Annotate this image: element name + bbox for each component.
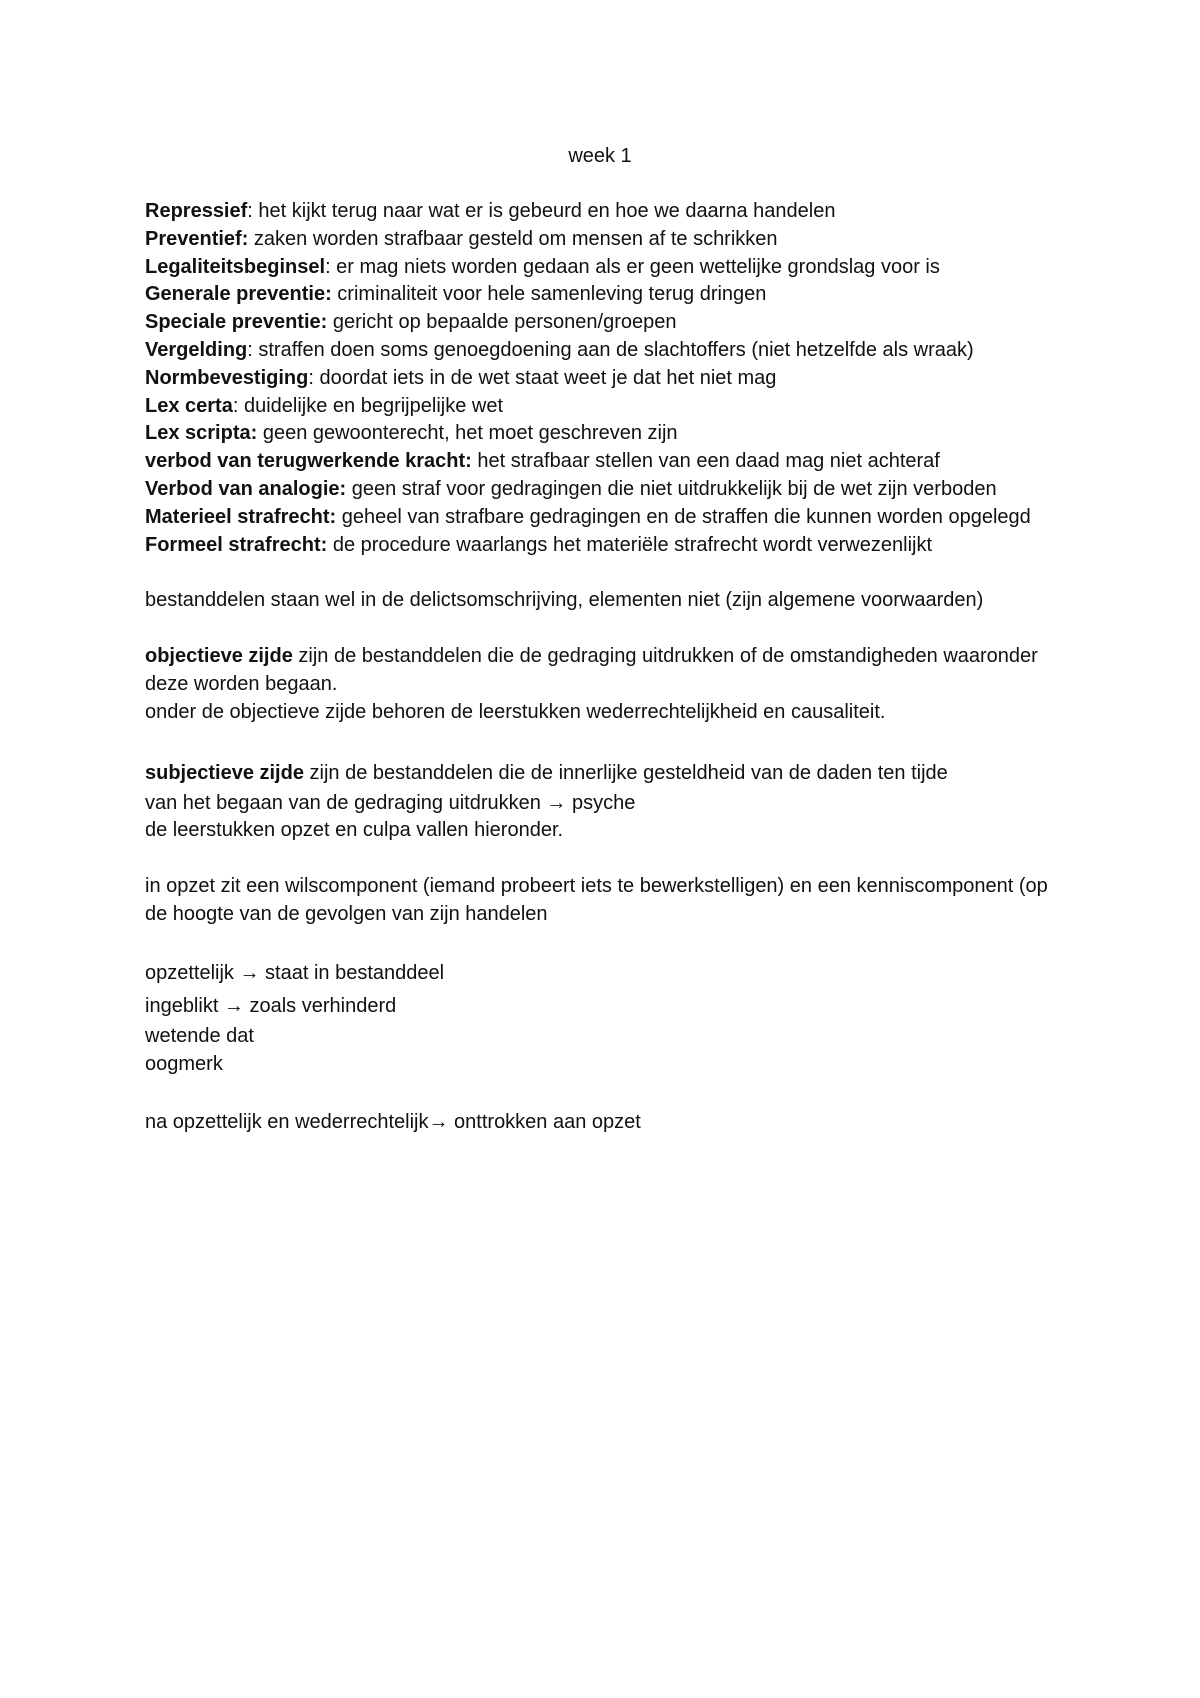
spacer (145, 845, 1060, 873)
objectieve-zijde-section (145, 643, 1060, 726)
spacer (145, 727, 1060, 757)
definition-repressief (145, 198, 1060, 226)
definition-speciale-preventie (145, 309, 1060, 337)
definition-formeel-strafrecht (145, 532, 1060, 560)
subjectieve-zijde-line: de leerstukken opzet en culpa vallen hieronder. (145, 819, 564, 842)
definition-sep: : (325, 255, 331, 278)
definition-text: duidelijke en begrijpelijke wet (238, 394, 504, 417)
subjectieve-zijde-paragraph (145, 757, 1060, 790)
definition-legaliteitsbeginsel (145, 254, 1060, 282)
objectieve-zijde-term: objectieve zijde (145, 645, 293, 668)
subjectieve-zijde-line: van het begaan van de gedraging uitdrukken → psyche (145, 791, 636, 814)
definition-lex-certa (145, 393, 1060, 421)
definition-terugwerkende-kracht (145, 448, 1060, 476)
definition-term: Speciale preventie: (145, 311, 328, 334)
list-item: oogmerk (145, 1052, 223, 1075)
subjectieve-zijde-section (145, 757, 1060, 846)
definition-sep: : (247, 338, 253, 361)
spacer (145, 929, 1060, 957)
definition-verbod-analogie (145, 476, 1060, 504)
definition-sep: : (308, 366, 314, 389)
document-body (145, 198, 1060, 1139)
objectieve-zijde-line: onder de objectieve zijde behoren de leerstukken wederrechtelijkheid en causaliteit. (145, 700, 886, 723)
definition-term: Legaliteitsbeginsel (145, 255, 326, 278)
objectieve-zijde-text: zijn de bestanddelen die de gedraging uitdrukken of de omstandigheden waaronder deze worden begaan. (145, 645, 1038, 695)
definition-term: Repressief (145, 200, 248, 222)
definition-text: de procedure waarlangs het materiële strafrecht wordt verwezenlijkt (327, 533, 933, 556)
definition-sep: : (247, 200, 253, 222)
definition-text: geen straf voor gedragingen die niet uitdrukkelijk bij de wet zijn verboden (346, 477, 997, 500)
definition-term: verbod van terugwerkende kracht: (145, 450, 472, 473)
list-item: wetende dat (145, 1024, 254, 1047)
definition-sep: : (232, 394, 239, 417)
definition-materieel-strafrecht (145, 504, 1060, 532)
spacer (145, 559, 1060, 587)
spacer (145, 615, 1060, 643)
opzet-paragraph: in opzet zit een wilscomponent (iemand probeert iets te bewerkstelligen) en een kenniscomponent (op de hoogte van de gevolgen van zijn handelen (145, 875, 1048, 925)
definition-text: gericht op bepaalde personen/groepen (327, 311, 677, 334)
subjectieve-zijde-term: subjectieve zijde (145, 761, 304, 784)
definition-lex-scripta (145, 420, 1060, 448)
definition-term: Normbevestiging (145, 366, 309, 389)
final-line: na opzettelijk en wederrechtelijk→ onttrokken aan opzet (145, 1111, 641, 1134)
definition-generale-preventie (145, 281, 1060, 309)
list-item: opzettelijk → staat in bestanddeel (145, 961, 445, 984)
definition-term: Materieel strafrecht: (145, 505, 337, 528)
definition-text: er mag niets worden gedaan als er geen wettelijke grondslag voor is (330, 255, 940, 278)
definition-text: geen gewoonterecht, het moet geschreven zijn (257, 422, 678, 445)
definition-term: Generale preventie: (145, 283, 332, 306)
spacer (145, 1078, 1060, 1106)
definition-text: straffen doen soms genoegdoening aan de slachtoffers (niet hetzelfde als wraak) (252, 338, 974, 361)
definition-text: doordat iets in de wet staat weet je dat het niet mag (313, 366, 777, 389)
definition-term: Preventief: (145, 227, 249, 250)
definition-text: het strafbaar stellen van een daad mag niet achteraf (471, 450, 940, 473)
subjectieve-zijde-text: zijn de bestanddelen die de innerlijke gesteldheid van de daden ten tijde (303, 761, 948, 784)
definition-vergelding (145, 337, 1060, 365)
definition-text: criminaliteit voor hele samenleving terug dringen (331, 283, 767, 306)
objectieve-zijde-paragraph (145, 643, 1060, 699)
definition-list (145, 198, 1060, 559)
definition-text: geheel van strafbare gedragingen en de straffen die kunnen worden opgelegd (336, 505, 1031, 528)
definition-term: Vergelding (145, 338, 248, 361)
definition-term: Lex scripta: (145, 422, 258, 445)
opzet-list (145, 957, 1060, 1079)
definition-preventief (145, 226, 1060, 254)
page-title: week 1 (568, 145, 632, 167)
list-item: ingeblikt → zoals verhinderd (145, 994, 397, 1017)
definition-term: Formeel strafrecht: (145, 533, 328, 556)
definition-normbevestiging (145, 365, 1060, 393)
bestanddelen-paragraph: bestanddelen staan wel in de delictsomschrijving, elementen niet (zijn algemene voorwaarden) (145, 589, 984, 612)
definition-text: zaken worden strafbaar gesteld om mensen af te schrikken (248, 227, 778, 250)
definition-term: Verbod van analogie: (145, 477, 347, 500)
definition-term: Lex certa (145, 394, 233, 417)
definition-text: het kijkt terug naar wat er is gebeurd en hoe we daarna handelen (252, 200, 836, 222)
